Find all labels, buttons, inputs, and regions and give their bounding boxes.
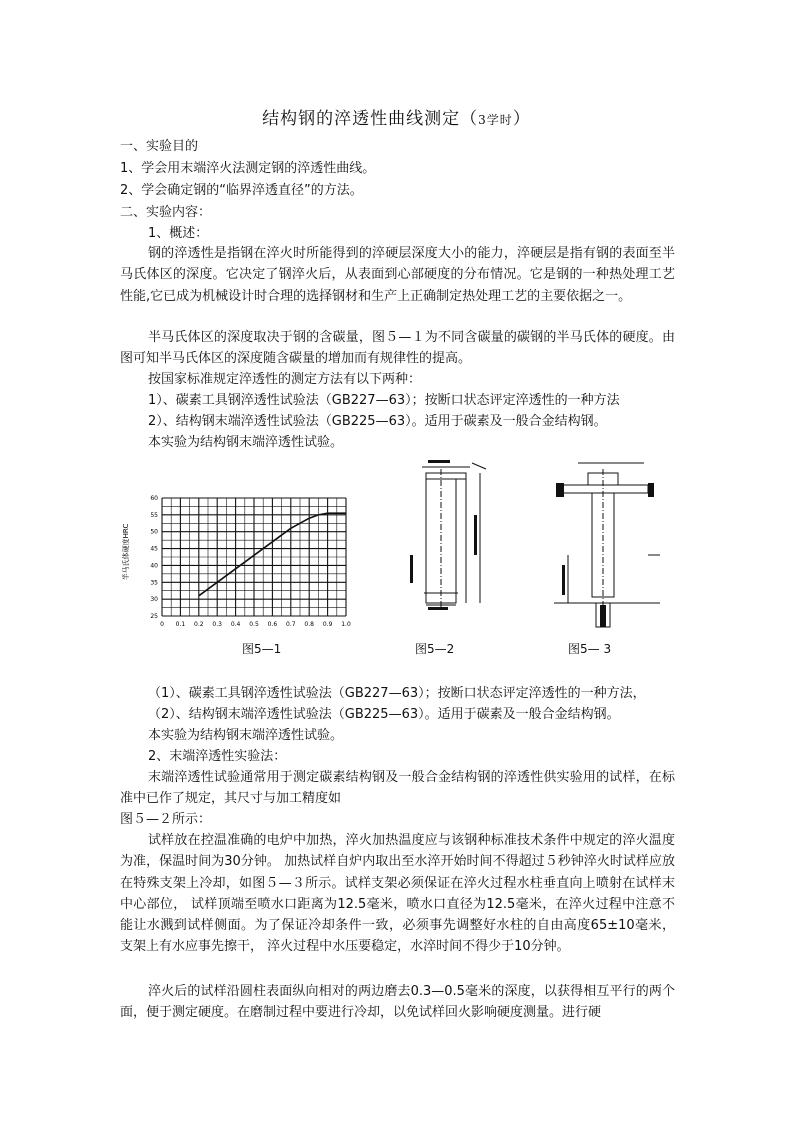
paragraph-hardenability: 钢的淬透性是指钢在淬火时所能得到的淬硬层深度大小的能力，淬硬层是指有钢的表面至半马氏体区的深度。它决定了钢淬火后，从表面到心部硬度的分布情况。它是钢的一种热处理工艺性能,它已成为机械设计时合理的选择钢材和生产上正确制定热处理工艺的主要依据之一。 [120,246,675,304]
method-note: 本实验为结构钢末端淬透性试验。 [148,435,344,450]
chart-x-tick-label: 0.7 [286,621,296,628]
section-heading-content: 二、实验内容： [120,205,212,220]
paragraph-specimen-tail: 图５—２所示： [120,812,212,827]
chart-y-tick-label: 60 [150,495,158,502]
chart-y-tick-label: 50 [150,528,158,536]
figure-5-2-specimen-drawing [408,455,518,615]
chart-y-tick-label: 25 [150,613,158,620]
method-item-2: 2）、结构钢末端淬透性试验法（GB225—63）。适用于碳素及一般合金结构钢。 [148,414,607,429]
figure-5-1-caption: 图5—1 [242,642,282,656]
paragraph-specimen: 末端淬透性试验通常用于测定碳素结构钢及一般合金结构钢的淬透性供实验用的试样，在标准中已作了规定，其尺寸与加工精度如 [120,770,675,807]
chart-x-tick-label: 0.1 [175,621,186,628]
paragraph-quench-procedure: 试样放在控温准确的电炉中加热，淬火加热温度应与该钢种标准技术条件中规定的淬火温度为准，保温时间为30分钟。 加热试样自炉内取出至水淬开始时间不得超过５秒钟淬火时试样应放在特殊支架上冷却，如图５—３所示。试样支架必须保证在淬火过程水柱垂直向上喷射在试样末中心部位， 试样顶端至喷水口距离为12.5毫米，喷水口直径为12.5毫米，在淬火过程中注意不能让水溅到试样侧面。为了保证冷却条件一致，必须事先调整好水柱的自由高度65±10毫米， 支架上有水应事先擦干， 淬火过程中水压要稳定，水淬时间不得少于10分钟。 [120,833,675,955]
figure-5-3-fixture-drawing [548,455,668,633]
title-hours: 3学时 [478,113,513,127]
method-item-repeat-1: （1）、碳素工具钢淬透性试验法（GB227—63）；按断口状态评定淬透性的一种方法， [148,686,646,701]
chart-y-tick-label: 55 [150,511,158,519]
chart-y-tick-label: 30 [150,596,158,604]
document-title [0,104,793,129]
purpose-item-1: 1、学会用末端淬火法测定钢的淬透性曲线。 [120,161,376,176]
dimension-mark-left [410,555,413,583]
fixture-water-jet [600,605,606,627]
title-main: 结构钢的淬透性曲线测定（ [262,109,479,129]
chart-x-tick-label: 0 [160,621,164,628]
paragraph-grinding: 淬火后的试样沿圆柱表面纵向相对的两边磨去0.3—0.5毫米的深度，以获得相互平行的两个面，便于测定硬度。在磨制过程中要进行冷却，以免试样回火影响硬度测量。进行硬 [120,984,675,1021]
title-close: ） [512,109,531,129]
section-heading-purpose: 一、实验目的 [120,139,199,154]
paragraph-methods: 按国家标准规定淬透性的测定方法有以下两种： [148,372,422,387]
purpose-item-2: 2、学会确定钢的“临界淬透直径”的方法。 [120,183,363,198]
figure-5-2-caption: 图5—2 [415,642,455,656]
specimen-head [426,473,466,479]
method-note-repeat: 本实验为结构钢末端淬透性试验。 [148,728,344,743]
fixture-clamp-left [556,483,564,497]
figure-5-1-chart [118,490,354,632]
leader-line [472,463,486,469]
dimension-mark-right [474,515,477,555]
dimension-mark-top [428,460,450,463]
chart-x-tick-label: 1.0 [341,621,351,628]
chart-y-tick-label: 35 [150,579,158,587]
subheading-overview: 1、概述： [148,226,209,241]
chart-y-axis-label: 半马氏体硬度HRC [122,523,130,581]
method-item-1: 1）、碳素工具钢淬透性试验法（GB227—63）；按断口状态评定淬透性的一种方法 [148,393,620,408]
chart-x-tick-label: 0.2 [194,621,204,628]
chart-x-tick-label: 0.6 [267,621,278,628]
fixture-dimension-mark [562,565,565,595]
subheading-end-quench: 2、末端淬透性实验法： [148,749,287,764]
chart-y-tick-label: 45 [150,545,158,553]
figure-5-3-caption: 图5— 3 [568,642,612,656]
method-item-repeat-2: （2）、结构钢末端淬透性试验法（GB225—63）。适用于碳素及一般合金结构钢。 [148,707,620,722]
dimension-mark-bottom [428,607,448,610]
chart-x-tick-label: 0.9 [322,621,333,628]
chart-x-tick-label: 0.8 [304,621,314,628]
chart-x-tick-label: 0.5 [249,621,259,628]
chart-x-tick-label: 0.4 [230,621,241,628]
paragraph-half-martensite: 半马氏体区的深度取决于钢的含碳量，图５—１为不同含碳量的碳钢的半马氏体的硬度。由图可知半马氏体区的深度随含碳量的增加而有规律性的提高。 [120,330,675,367]
fixture-clamp-right [648,483,654,497]
chart-y-tick-label: 40 [150,562,158,570]
chart-x-tick-label: 0.3 [212,621,222,628]
